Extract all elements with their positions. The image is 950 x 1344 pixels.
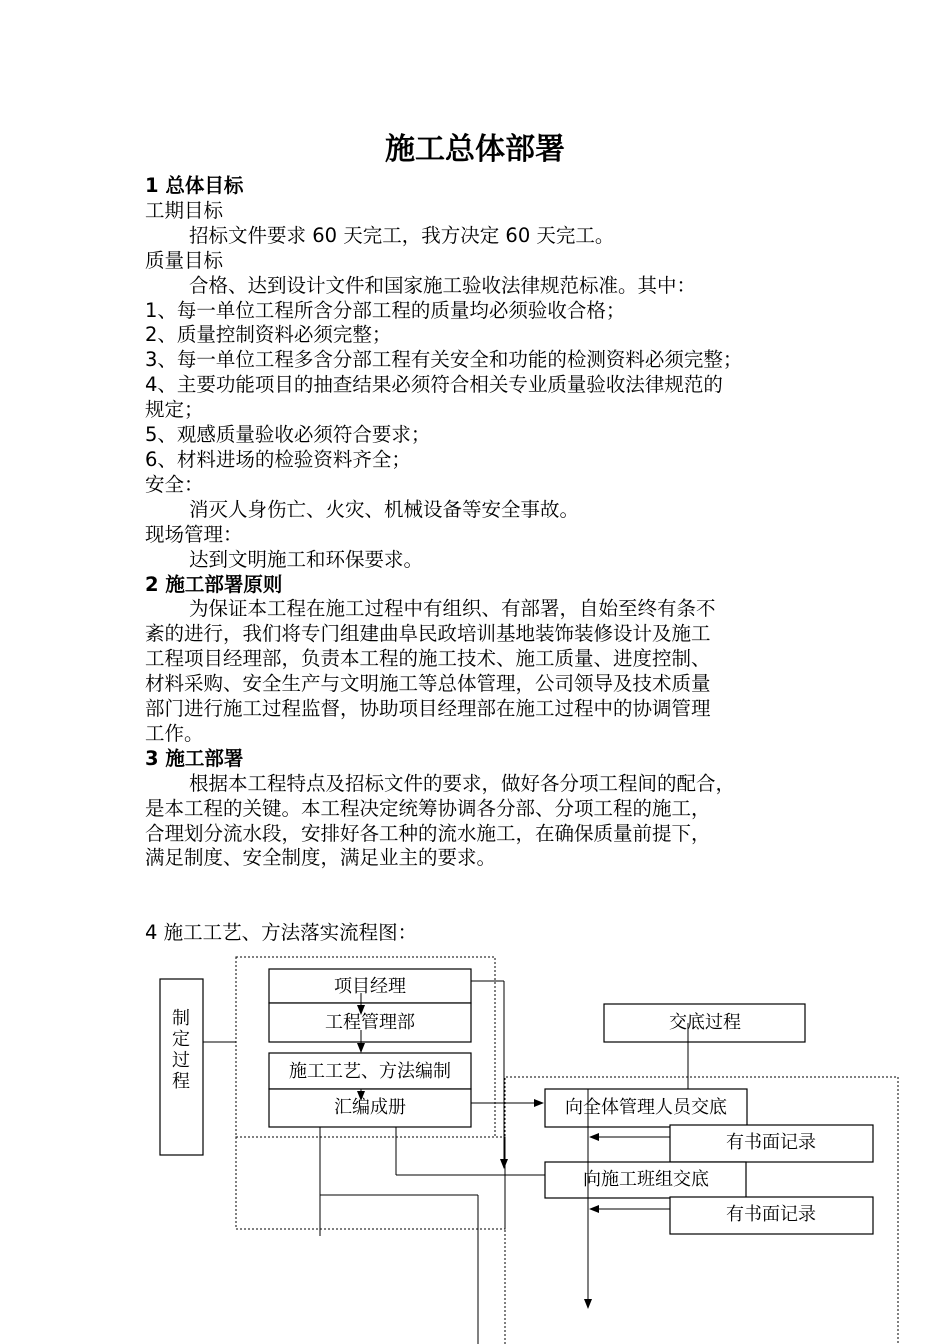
paragraph-line: 根据本工程特点及招标文件的要求，做好各分项工程间的配合， bbox=[189, 771, 736, 795]
site-label: 现场管理： bbox=[145, 522, 243, 546]
paragraph-line: 工作。 bbox=[145, 721, 204, 745]
schedule-label: 工期目标 bbox=[145, 198, 224, 222]
compile-booklet-label: 汇编成册 bbox=[334, 1097, 406, 1118]
quality-item: 3、每一单位工程多含分部工程有关安全和功能的检测资料必须完整； bbox=[145, 348, 743, 372]
site-text: 达到文明施工和环保要求。 bbox=[189, 547, 424, 571]
safety-text: 消灭人身伤亡、火灾、机械设备等安全事故。 bbox=[189, 497, 580, 521]
written-record-label: 有书面记录 bbox=[726, 1132, 816, 1153]
quality-item: 6、材料进场的检验资料齐全； bbox=[145, 447, 411, 471]
paragraph-line: 是本工程的关键。本工程决定统筹协调各分部、分项工程的施工， bbox=[145, 796, 711, 820]
formulate-process-char: 程 bbox=[172, 1071, 190, 1092]
paragraph-line: 工程项目经理部，负责本工程的施工技术、施工质量、进度控制、 bbox=[145, 647, 711, 671]
formulate-process-char: 定 bbox=[172, 1029, 190, 1050]
paragraph-line: 满足制度、安全制度，满足业主的要求。 bbox=[145, 846, 497, 870]
quality-label: 质量目标 bbox=[145, 248, 224, 272]
quality-item: 5、观感质量验收必须符合要求； bbox=[145, 423, 431, 447]
process-method-label: 施工工艺、方法编制 bbox=[289, 1061, 451, 1082]
schedule-text: 招标文件要求 60 天完工，我方决定 60 天完工。 bbox=[189, 223, 615, 247]
quality-item: 规定； bbox=[145, 398, 204, 422]
paragraph-line: 为保证本工程在施工过程中有组织、有部署，自始至终有条不 bbox=[189, 597, 716, 621]
formulate-process-char: 过 bbox=[172, 1050, 190, 1071]
quality-item: 4、主要功能项目的抽查结果必须符合相关专业质量验收法律规范的 bbox=[145, 373, 723, 397]
safety-label: 安全： bbox=[145, 472, 204, 496]
paragraph-line: 部门进行施工过程监督，协助项目经理部在施工过程中的协调管理 bbox=[145, 697, 711, 721]
paragraph-line: 紊的进行，我们将专门组建曲阜民政培训基地装饰装修设计及施工 bbox=[145, 622, 711, 646]
dashed-frame-lower bbox=[236, 1137, 505, 1229]
brief-all-management-label: 向全体管理人员交底 bbox=[565, 1097, 727, 1118]
section-heading-4: 4 施工工艺、方法落实流程图： bbox=[145, 921, 418, 944]
project-manager-label: 项目经理 bbox=[334, 976, 406, 997]
quality-intro: 合格、达到设计文件和国家施工验收法律规范标准。其中： bbox=[189, 273, 697, 297]
written-record-label: 有书面记录 bbox=[726, 1204, 816, 1225]
engineering-dept-label: 工程管理部 bbox=[325, 1012, 415, 1033]
section-heading-2: 2 施工部署原则 bbox=[145, 572, 283, 596]
paragraph-line: 材料采购、安全生产与文明施工等总体管理，公司领导及技术质量 bbox=[145, 672, 711, 696]
formulate-process-char: 制 bbox=[172, 1008, 190, 1029]
paragraph-line: 合理划分流水段，安排好各工种的流水施工，在确保质量前提下， bbox=[145, 821, 711, 845]
quality-item: 2、质量控制资料必须完整； bbox=[145, 323, 392, 347]
quality-item: 1、每一单位工程所含分部工程的质量均必须验收合格； bbox=[145, 298, 626, 322]
brief-work-teams-label: 向施工班组交底 bbox=[583, 1169, 709, 1190]
handover-process-label: 交底过程 bbox=[669, 1012, 741, 1033]
page-title: 施工总体部署 bbox=[385, 132, 565, 167]
section-heading-3: 3 施工部署 bbox=[145, 746, 244, 770]
section-heading-1: 1 总体目标 bbox=[145, 174, 244, 197]
